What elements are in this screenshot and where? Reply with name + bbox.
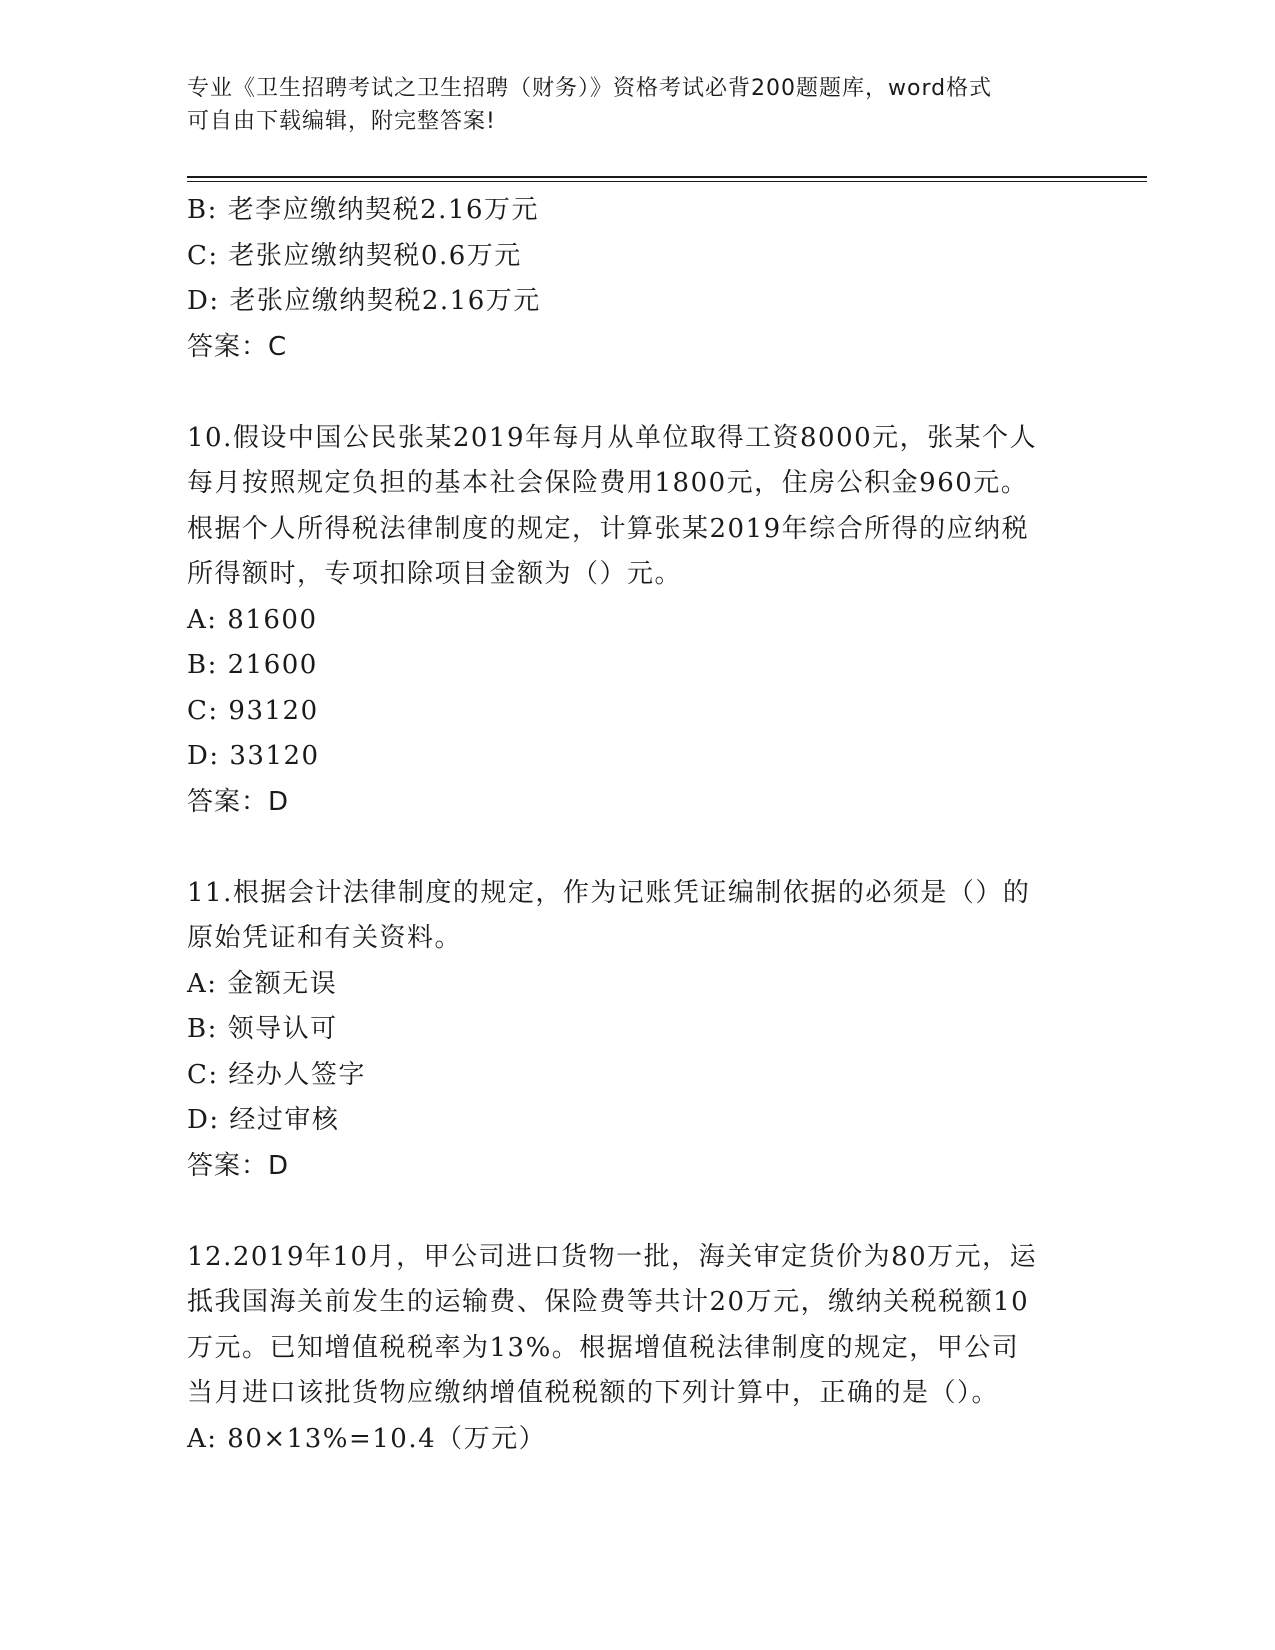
spacer	[187, 825, 1087, 871]
option-b: B: 老李应缴纳契税2.16万元	[187, 195, 540, 225]
option-c: C: 93120	[187, 695, 319, 726]
question-12	[187, 1235, 1087, 1463]
question-text-line: 根据个人所得税法律制度的规定，计算张某2019年综合所得的应纳税	[187, 513, 1030, 544]
option-a: A: 81600	[187, 604, 318, 635]
option-b: B: 21600	[187, 650, 318, 680]
question-text-line: 抵我国海关前发生的运输费、保险费等共计20万元，缴纳关税税额10	[187, 1287, 1030, 1317]
document-header	[187, 72, 1087, 138]
spacer	[187, 370, 1087, 416]
question-text-line: 10.假设中国公民张某2019年每月从单位取得工资8000元，张某个人	[187, 422, 1038, 453]
header-title-line-2: 可自由下载编辑，附完整答案!	[187, 109, 496, 134]
option-c: C: 经办人签字	[187, 1059, 366, 1090]
question-text-line: 万元。已知增值税税率为13%。根据增值税法律制度的规定，甲公司	[187, 1332, 1020, 1363]
answer-line: 答案：C	[187, 331, 288, 362]
document-body	[187, 188, 1087, 1462]
option-d: D: 经过审核	[187, 1105, 340, 1135]
answer-line: 答案：D	[187, 1150, 290, 1181]
question-text-line: 原始凭证和有关资料。	[187, 923, 463, 953]
answer-line: 答案：D	[187, 786, 290, 817]
option-a: A: 80×13%=10.4（万元）	[187, 1423, 547, 1454]
question-text-line: 12.2019年10月，甲公司进口货物一批，海关审定货价为80万元，运	[187, 1241, 1038, 1272]
option-a: A: 金额无误	[187, 968, 338, 999]
option-c: C: 老张应缴纳契税0.6万元	[187, 240, 522, 271]
question-text-line: 11.根据会计法律制度的规定，作为记账凭证编制依据的必须是（）的	[187, 877, 1031, 908]
header-divider-thick	[187, 176, 1147, 178]
question-10	[187, 416, 1087, 826]
option-d: D: 33120	[187, 741, 320, 771]
spacer	[187, 1189, 1087, 1235]
question-text-line: 当月进口该批货物应缴纳增值税税额的下列计算中，正确的是（）。	[187, 1378, 1000, 1408]
question-text-line: 所得额时，专项扣除项目金额为（）元。	[187, 559, 683, 589]
option-b: B: 领导认可	[187, 1014, 338, 1044]
header-title-line-1: 专业《卫生招聘考试之卫生招聘（财务）》资格考试必背200题题库，word格式	[187, 76, 993, 101]
question-text-line: 每月按照规定负担的基本社会保险费用1800元，住房公积金960元。	[187, 468, 1029, 498]
question-11	[187, 871, 1087, 1190]
question-9-tail	[187, 188, 1087, 370]
header-divider-thin	[187, 181, 1147, 182]
option-d: D: 老张应缴纳契税2.16万元	[187, 286, 541, 316]
